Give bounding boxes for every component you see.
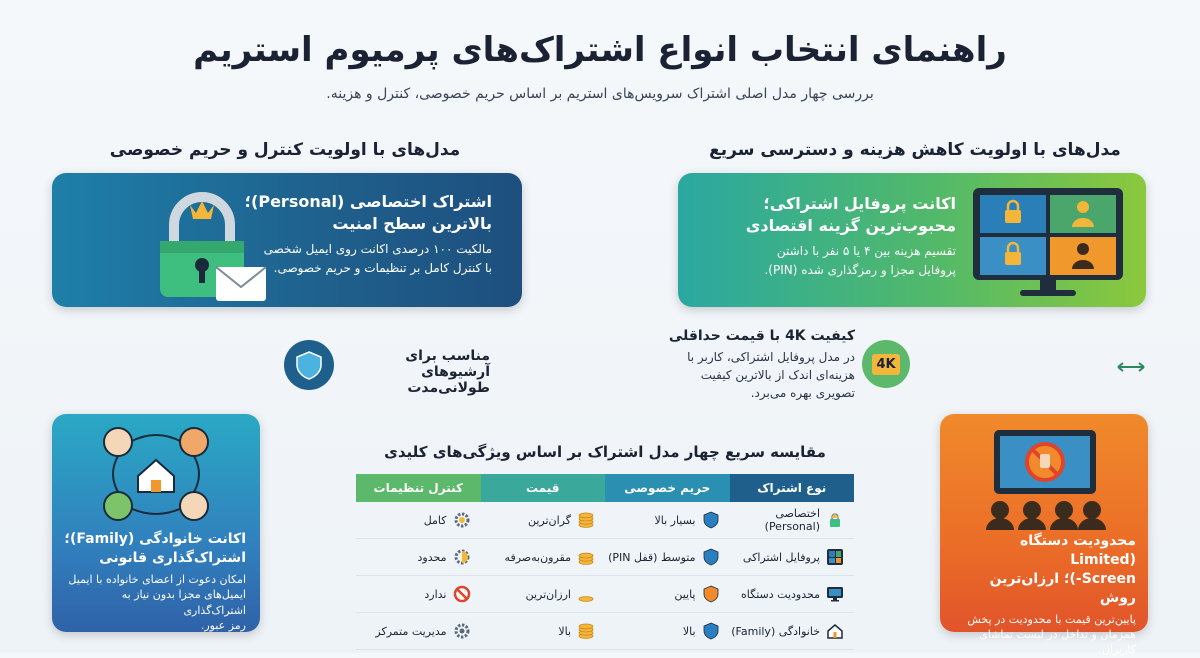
cell-control-text: محدود — [417, 550, 447, 564]
archive-line1: مناسب برای آرشیوهای — [405, 348, 490, 380]
profile-card — [678, 173, 1146, 307]
gear-icon — [453, 511, 471, 529]
cell-price — [481, 622, 606, 640]
shared-profiles-monitor-icon — [968, 183, 1128, 301]
cell-control-text: ندارد — [424, 587, 447, 601]
table-body — [356, 502, 854, 650]
coins-icon — [577, 511, 595, 529]
comparison-title: مقایسه سریع چهار مدل اشتراک بر اساس ویژگی‌های کلیدی — [384, 443, 826, 461]
cell-price-text: ارزان‌ترین — [525, 587, 571, 601]
cell-privacy-text: بسیار بالا — [654, 513, 696, 527]
cell-privacy — [605, 511, 730, 529]
table-row — [356, 539, 854, 576]
4k-label: 4K — [872, 354, 899, 375]
personal-card — [52, 173, 522, 307]
archive-line2: طولانی‌مدت — [407, 380, 490, 396]
shield-icon — [295, 350, 323, 380]
limited-desc-line3: کاربران. — [1098, 643, 1136, 657]
left-section-heading: مدل‌های با اولویت کنترل و حریم خصوصی — [109, 140, 461, 160]
4k-badge — [862, 340, 910, 388]
profiles-grid-icon — [826, 548, 844, 566]
cell-control-text: مدیریت متمرکز — [375, 624, 447, 638]
family-network-icon — [96, 422, 216, 524]
limited-screen-icon — [980, 424, 1110, 530]
gear-central-icon — [453, 622, 471, 640]
limited-title-line1: محدودیت دستگاه (Limited — [1019, 533, 1136, 568]
cell-control — [356, 585, 481, 603]
cell-type — [730, 585, 855, 603]
header-type: نوع اشتراک — [730, 474, 855, 502]
privacy-shield-icon — [702, 622, 720, 640]
quality-desc-line3: تصویری بهره می‌برد. — [750, 386, 855, 400]
coins-icon — [577, 548, 595, 566]
page-subtitle: بررسی چهار مدل اصلی اشتراک سرویس‌های استریم بر اساس حریم خصوصی، کنترل و هزینه. — [326, 86, 874, 102]
comparison-table — [356, 474, 854, 650]
cell-type — [730, 622, 855, 640]
profile-desc-line1: تقسیم هزینه بین ۴ یا ۵ نفر با داشتن — [776, 244, 956, 259]
cell-control — [356, 548, 481, 566]
cell-price-text: مقرون‌به‌صرفه — [504, 550, 571, 564]
family-card — [52, 414, 260, 632]
limited-title-line2: Screen-)؛ ارزان‌ترین روش — [989, 570, 1136, 606]
profile-title-line2: محبوب‌ترین گزینه اقتصادی — [745, 215, 956, 235]
cell-type-text: محدودیت دستگاه — [741, 587, 820, 601]
cell-price-text: بالا — [558, 624, 571, 638]
personal-desc-line1: مالکیت ۱۰۰ درصدی اکانت روی ایمیل شخصی — [263, 242, 492, 257]
limited-desc-line1: پایین‌ترین قیمت با محدودیت در پخش — [967, 612, 1136, 626]
cell-privacy — [605, 585, 730, 603]
no-entry-icon — [453, 585, 471, 603]
cell-price-text: گران‌ترین — [527, 513, 571, 527]
cell-privacy — [605, 622, 730, 640]
coins-icon — [577, 585, 595, 603]
house-icon — [826, 622, 844, 640]
quality-desc-line1: در مدل پروفایل اشتراکی، کاربر با — [687, 350, 855, 364]
quality-title: کیفیت 4K با قیمت حداقلی — [668, 328, 855, 344]
limited-desc-line2: همزمان و تداخل در لیست تماشای — [979, 627, 1136, 641]
limited-card — [940, 414, 1148, 657]
cell-privacy-text: متوسط (قفل PIN) — [608, 550, 696, 564]
privacy-shield-icon — [702, 511, 720, 529]
cell-type — [730, 507, 855, 533]
quality-feature — [660, 328, 855, 402]
family-title-line2: اشتراک‌گذاری قانونی — [99, 549, 246, 566]
cell-price — [481, 548, 606, 566]
profile-title-line1: اکانت پروفایل اشتراکی؛ — [763, 194, 956, 213]
cell-control-text: کامل — [423, 513, 447, 527]
cell-type-text: پروفایل اشتراکی — [742, 550, 820, 564]
family-desc-line1: امکان دعوت از اعضای خانواده با ایمیل — [68, 572, 246, 586]
family-desc-line2: ایمیل‌های مجزا بدون نیاز به اشتراک‌گذاری — [121, 588, 246, 617]
cell-control — [356, 511, 481, 529]
table-header — [356, 474, 854, 502]
shield-badge — [284, 340, 334, 390]
double-arrow-icon — [1116, 360, 1146, 374]
header-privacy: حریم خصوصی — [605, 474, 730, 502]
cell-type-text: اختصاصی (Personal) — [764, 507, 820, 533]
table-row — [356, 576, 854, 613]
cell-control — [356, 622, 481, 640]
table-row — [356, 613, 854, 650]
cell-privacy-text: پایین — [674, 587, 696, 601]
cell-type-text: خانوادگی (Family) — [731, 624, 820, 638]
cell-privacy-text: بالا — [682, 624, 696, 638]
quality-desc-line2: هزینه‌ای اندک از بالاترین کیفیت — [700, 368, 855, 382]
coins-icon — [577, 622, 595, 640]
page-title: راهنمای انتخاب انواع اشتراک‌های پرمیوم استریم — [193, 30, 1007, 70]
archive-feature — [340, 348, 490, 396]
profile-desc-line2: پروفایل مجزا و رمزگذاری شده (PIN). — [764, 262, 956, 277]
personal-title-line2: بالاترین سطح امنیت — [332, 213, 492, 233]
gear-limited-icon — [453, 548, 471, 566]
personal-desc-line2: با کنترل کامل بر تنظیمات و حریم خصوصی. — [273, 260, 492, 275]
monitor-icon — [826, 585, 844, 603]
table-row — [356, 502, 854, 539]
cell-type — [730, 548, 855, 566]
cell-privacy — [605, 548, 730, 566]
privacy-shield-icon — [702, 548, 720, 566]
cell-price — [481, 511, 606, 529]
cell-price — [481, 585, 606, 603]
family-title-line1: اکانت خانوادگی (Family)؛ — [64, 531, 246, 547]
crown-lock-icon — [826, 511, 844, 529]
privacy-shield-icon — [702, 585, 720, 603]
header-control: کنترل تنظیمات — [356, 474, 481, 502]
right-section-heading: مدل‌های با اولویت کاهش هزینه و دسترسی سریع — [709, 140, 1121, 160]
family-desc-line3: رمز عبور. — [200, 618, 246, 632]
header-price: قیمت — [481, 474, 606, 502]
personal-title-line1: اشتراک اختصاصی (Personal)؛ — [244, 192, 492, 211]
